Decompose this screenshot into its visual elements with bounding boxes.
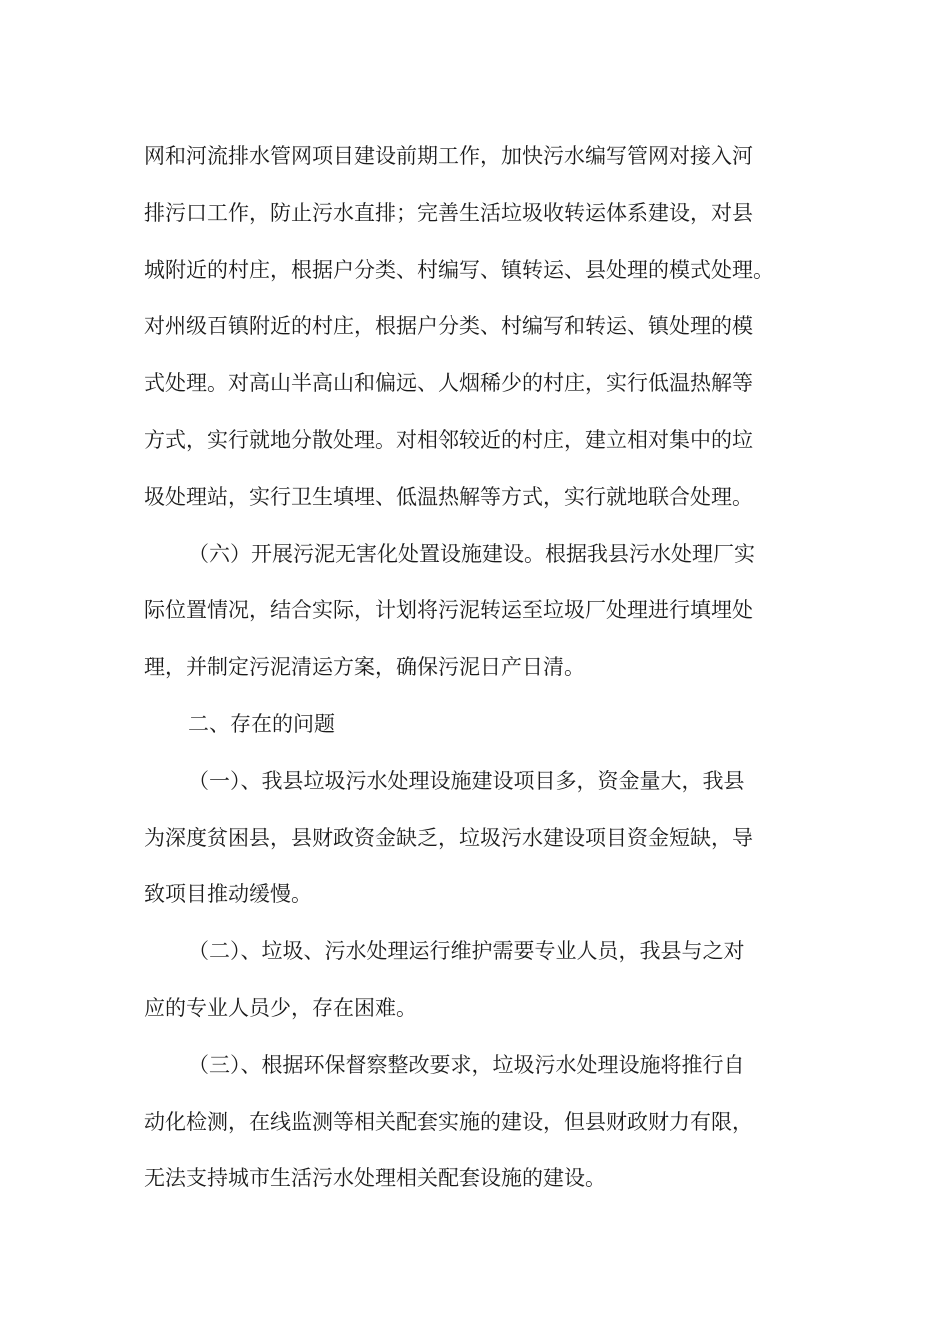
body-line: 应的专业人员少，存在困难。 [144,995,417,1020]
body-line: 排污口工作，防止污水直排；完善生活垃圾收转运体系建设，对县 [144,200,753,225]
body-line: 圾处理站，实行卫生填埋、低温热解等方式，实行就地联合处理。 [144,484,753,509]
paragraph-six-first-line: （六）开展污泥无害化处置设施建设。根据我县污水处理厂实 [188,541,755,566]
body-line: 致项目推动缓慢。 [144,882,312,907]
problem-two-first-line: （二）、垃圾、污水处理运行维护需要专业人员，我县与之对 [188,939,745,964]
body-line: 对州级百镇附近的村庄，根据户分类、村编写和转运、镇处理的模 [144,314,753,339]
body-line: 式处理。对高山半高山和偏远、人烟稀少的村庄，实行低温热解等 [144,371,753,396]
body-line: 理，并制定污泥清运方案，确保污泥日产日清。 [144,655,585,680]
body-line: 动化检测，在线监测等相关配套实施的建设，但县财政财力有限， [144,1109,753,1134]
document-body [144,128,812,1207]
body-line: 无法支持城市生活污水处理相关配套设施的建设。 [144,1166,606,1191]
body-line: 城附近的村庄，根据户分类、村编写、镇转运、县处理的模式处理。 [144,257,774,282]
body-line: 为深度贫困县，县财政资金缺乏，垃圾污水建设项目资金短缺，导 [144,825,753,850]
body-line: 方式，实行就地分散处理。对相邻较近的村庄，建立相对集中的垃 [144,427,753,452]
body-line: 网和河流排水管网项目建设前期工作，加快污水编写管网对接入河 [144,144,753,168]
section-heading-problems: 二、存在的问题 [188,711,335,736]
body-line: 际位置情况，结合实际，计划将污泥转运至垃圾厂处理进行填埋处 [144,598,753,623]
problem-three-first-line: （三）、根据环保督察整改要求，垃圾污水处理设施将推行自 [188,1052,745,1077]
problem-one-first-line: （一）、我县垃圾污水处理设施建设项目多，资金量大，我县 [188,768,745,793]
